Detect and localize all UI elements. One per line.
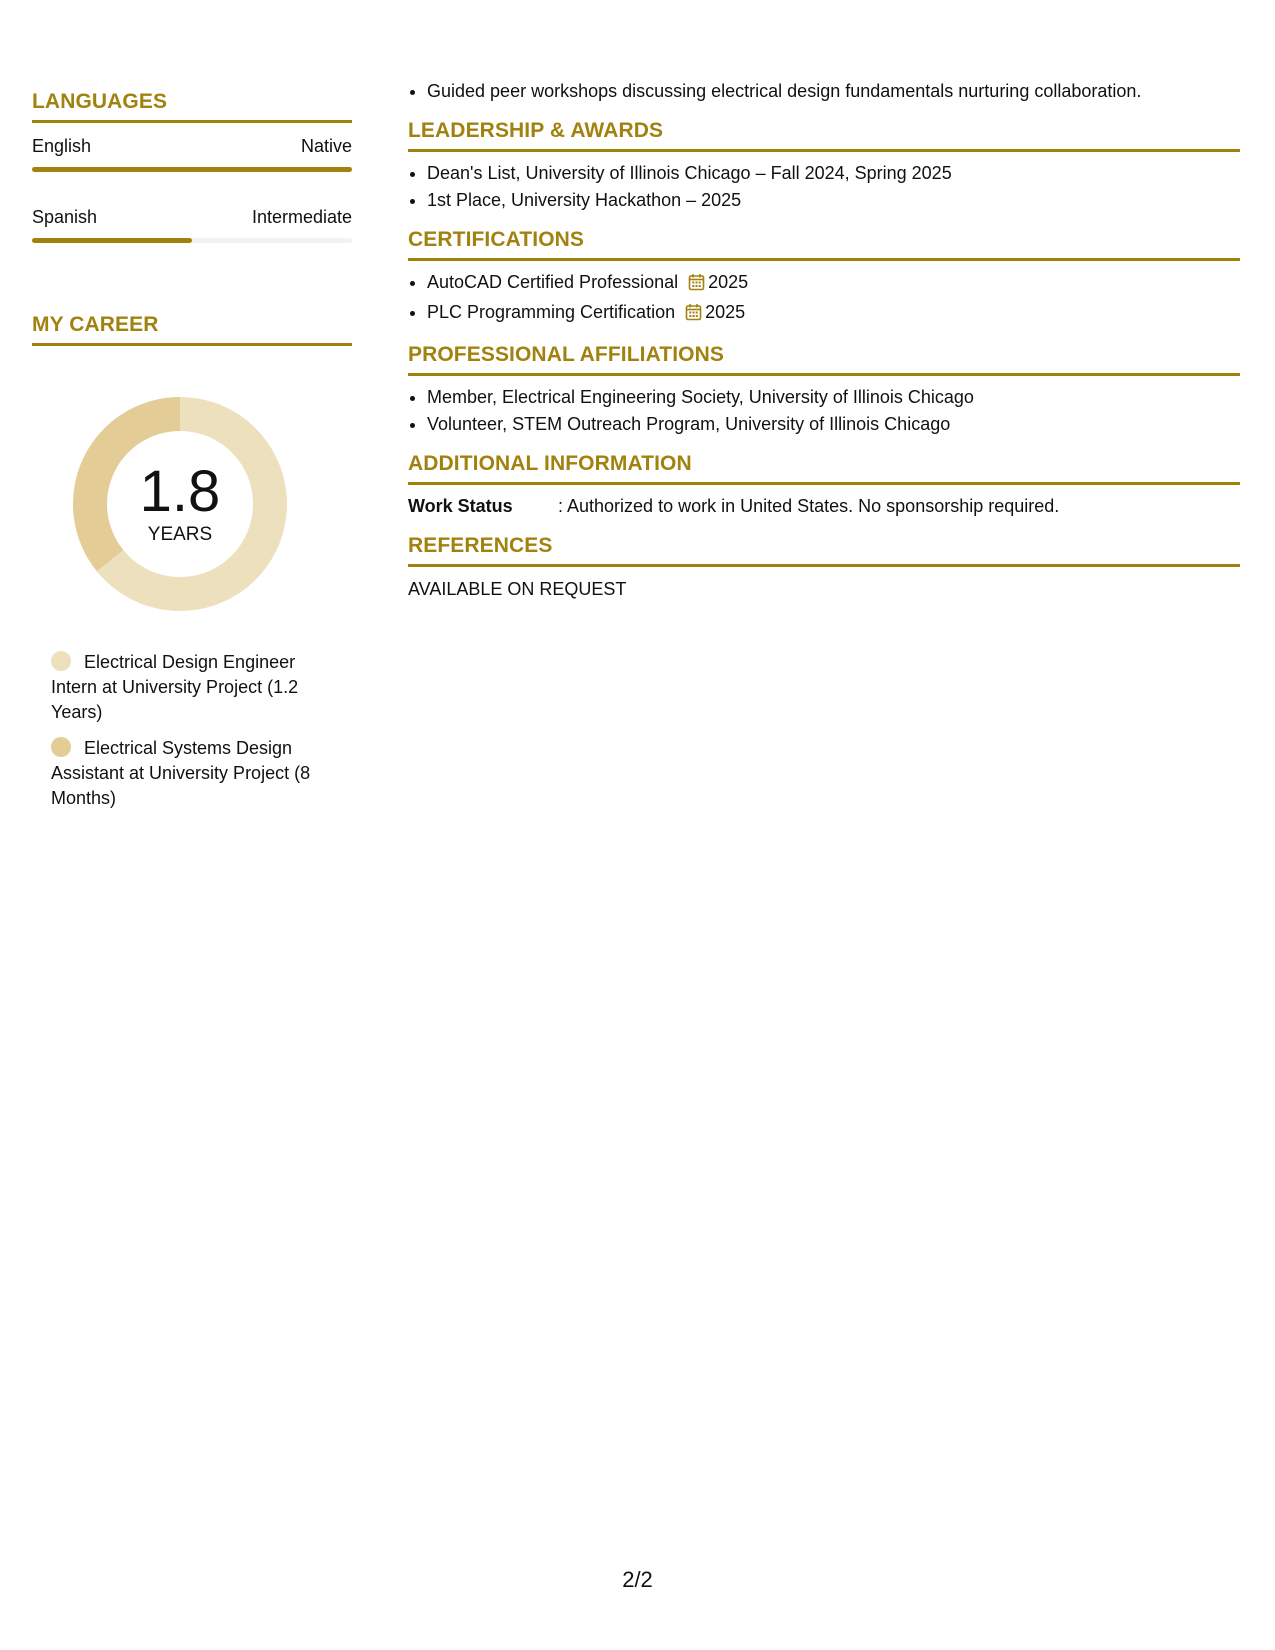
work-status-value: : Authorized to work in United States. No sponsorship required.: [558, 496, 1060, 516]
affiliations-section: [408, 343, 1240, 438]
page-number: 2/2: [622, 1567, 653, 1592]
leadership-list: [408, 160, 1240, 214]
calendar-icon: [685, 302, 702, 329]
certification-item: [427, 299, 1240, 329]
language-proficiency-bar: [32, 238, 352, 243]
list-item: • Volunteer, STEM Outreach Program, University of Illinois Chicago: [427, 411, 1240, 438]
donut-center: [64, 388, 296, 620]
career-total-value: 1.8: [139, 459, 221, 524]
certification-year: 2025: [708, 272, 749, 292]
career-legend-item: [51, 650, 341, 725]
affiliations-list: [408, 384, 1240, 438]
language-level: Intermediate: [251, 207, 352, 227]
leadership-section: [408, 119, 1240, 214]
career-legend-label: Electrical Design Engineer Intern at University Project (1.2 Years): [51, 652, 299, 722]
legend-dot-icon: [51, 737, 71, 757]
left-column: [32, 90, 352, 822]
certification-year: 2025: [705, 302, 746, 322]
language-proficiency-fill: [32, 167, 352, 172]
career-total-unit: YEARS: [147, 524, 213, 545]
list-item: • Member, Electrical Engineering Society, University of Illinois Chicago: [427, 384, 1240, 411]
experience-bullets: [408, 78, 1240, 105]
affiliations-title: PROFESSIONAL AFFILIATIONS: [408, 343, 1240, 376]
language-proficiency-bar: [32, 167, 352, 172]
certification-name: AutoCAD Certified Professional: [427, 272, 679, 292]
certifications-section: [408, 228, 1240, 329]
language-item-spanish: [32, 206, 352, 243]
certification-name: PLC Programming Certification: [427, 302, 676, 322]
career-section: [32, 313, 352, 811]
languages-section: [32, 90, 352, 243]
career-title: MY CAREER: [32, 313, 352, 346]
calendar-icon: [688, 272, 705, 299]
leadership-title: LEADERSHIP & AWARDS: [408, 119, 1240, 152]
additional-info-section: [408, 452, 1240, 520]
legend-dot-icon: [51, 651, 71, 671]
list-item: • Dean's List, University of Illinois Chicago – Fall 2024, Spring 2025: [427, 160, 1240, 187]
career-legend-label: Electrical Systems Design Assistant at University Project (8 Months): [51, 738, 311, 808]
language-item-english: [32, 135, 352, 172]
certifications-title: CERTIFICATIONS: [408, 228, 1240, 261]
work-status-label: Work Status: [408, 496, 513, 516]
career-legend: [51, 650, 341, 811]
additional-info-title: ADDITIONAL INFORMATION: [408, 452, 1240, 485]
list-item: • 1st Place, University Hackathon – 2025: [427, 187, 1240, 214]
career-donut-chart: [64, 388, 296, 620]
references-section: [408, 534, 1240, 603]
language-level: Native: [300, 136, 352, 156]
references-title: REFERENCES: [408, 534, 1240, 567]
right-column: [408, 78, 1240, 603]
certification-item: [427, 269, 1240, 299]
language-name: Spanish: [32, 207, 98, 227]
career-legend-item: [51, 736, 341, 811]
certifications-list: [408, 269, 1240, 329]
references-text: AVAILABLE ON REQUEST: [408, 579, 627, 599]
languages-title: LANGUAGES: [32, 90, 352, 123]
work-status-row: [408, 493, 1240, 520]
language-name: English: [32, 136, 92, 156]
language-proficiency-fill: [32, 238, 192, 243]
experience-bullet: • Guided peer workshops discussing electrical design fundamentals nurturing collaboration.: [427, 78, 1240, 105]
